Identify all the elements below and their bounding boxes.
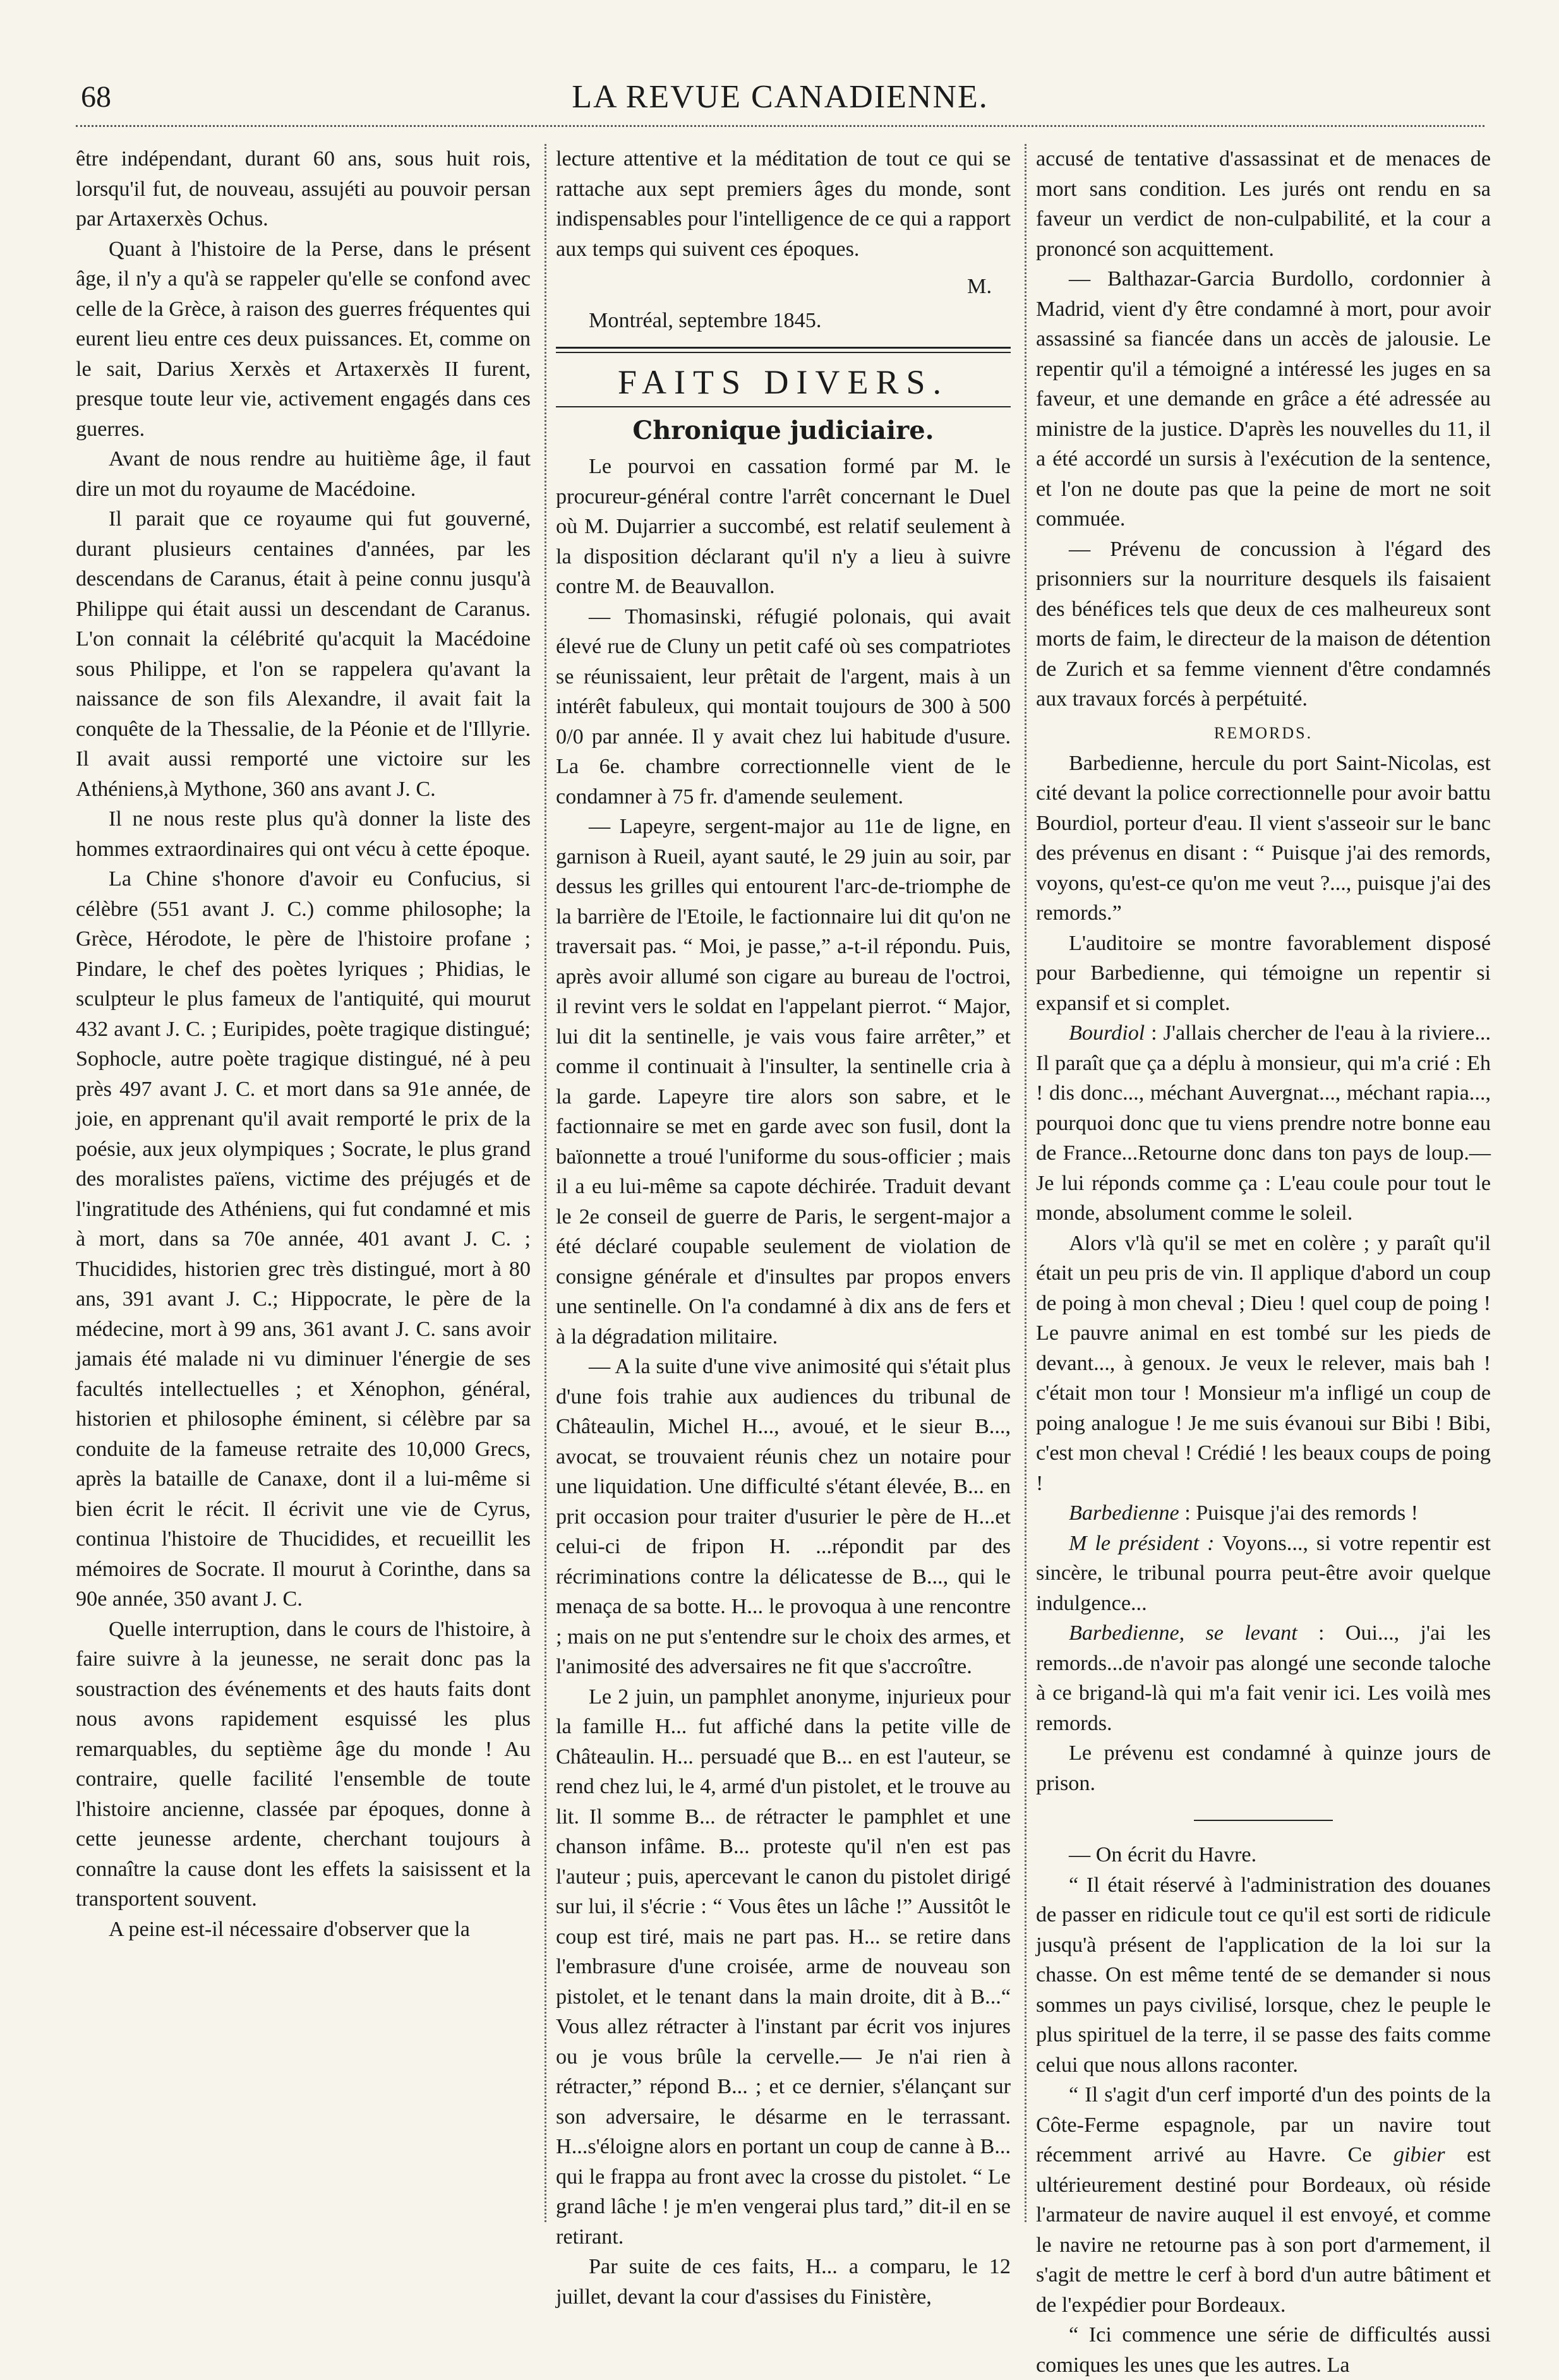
paragraph: — A la suite d'une vive animosité qui s'était plus d'une fois trahie aux audiences du tribunal de Châteaulin, Michel H..., avoué, et le sieur B..., avocat, se trouvaient réunis chez un notaire pour une liquidation. Une difficulté s'étant élevée, B... en prit occasion pour traiter d'usurier le père de H...et celui-ci de fripon H. ...répondit par des récriminations contre la délicatesse de B..., qui le menaça de sa botte. H... le provoqua à une rencontre ; mais on ne put s'entendre sur le choix des armes, et l'animosité des adversaires ne fit que s'accroître. — [556, 1355, 1011, 1678]
article-separator — [1194, 1820, 1333, 1821]
paragraph — [1036, 2080, 1491, 2320]
italic-word: gibier — [1393, 2143, 1445, 2167]
section-underline — [556, 406, 1011, 407]
paragraph: Barbedienne, hercule du port Saint-Nicolas, est cité devant la police correctionnelle pour avoir battu Bourdiol, porteur d'eau. Il vient s'asseoir sur le banc des prévenus en disant : “ Puisque j'ai des remords, voyons, qu'est-ce qu'on me veut ?..., puisque j'ai des remords.” — [1036, 751, 1491, 925]
paragraph: La Chine s'honore d'avoir eu Confucius, si célèbre (551 avant J. C.) comme philosophe; la Grèce, Hérodote, le père de l'histoire profane ; Pindare, le chef des poètes lyriques ; Phidias, le sculpteur le plus fameux de l'antiquité, qui mourut 432 avant J. C. ; Euripides, poète tragique distingué; Sophocle, autre poète tragique distingué, né à peu près 497 avant J. C. et mort dans sa 91e année, de joie, en apprenant qu'il avait remporté le prix de la poésie, aux jeux olympiques ; Socrate, le plus grand des moralistes païens, victime des préjugés et de l'ingratitude des Athéniens, qui fut condamné et mis à mort, dans sa 70e année, 401 avant J. C. ; Thucidides, historien grec très distingué, mort à 80 ans, 391 avant J. C.; Hippocrate, le père de la médecine, mort à 99 ans, 361 avant J. C. sans avoir jamais été malade ni vu diminuer l'énergie de ses facultés intellectuelles ; et Xénophon, général, historien et philosophe éminent, si célèbre par sa conduite de la fameuse retraite des 10,000 Grecs, après la bataille de Canaxe, dont il a lui-même si bien écrit le récit. Il écrivit une vie de Cyrus, continua l'histoire de Thucidides, et recueillit les mémoires de Socrate. Il mourut à Corinthe, dans sa 90e année, 350 avant J. C. — [76, 867, 531, 1611]
paragraph: être indépendant, durant 60 ans, sous huit rois, lorsqu'il fut, de nouveau, assujéti au pouvoir persan par Artaxerxès Ochus. — [76, 147, 531, 231]
paragraph: — Thomasinski, réfugié polonais, qui avait élevé rue de Cluny un petit café où ses compatriotes se réunissaient, leur prêtait de l'argent, mais à un intérêt fabuleux, qui montait toujours de 300 à 500 0/0 par année. Il y avait chez lui habitude d'usure. La 6e. chambre correctionnelle vient de le condamner à 75 fr. d'amende seulement. — [556, 604, 1011, 808]
paragraph: Quelle interruption, dans le cours de l'histoire, à faire suivre à la jeunesse, ne serait donc pas la soustraction des événements et des hauts faits dont nous avons rapidement esquissé les plus remarquables, du septième âge du monde ! Au contraire, quelle facilité l'ensemble de toute l'histoire ancienne, classée par époques, donne à cette jeunesse ardente, cherchant toujours à connaître la cause dont les effets la saisissent et la transportent souvent. — [76, 1617, 531, 1911]
paragraph: Il parait que ce royaume qui fut gouverné, durant plusieurs centaines d'années, par les descendans de Caranus, était à peine connu jusqu'à Philippe qui était aussi un descendant de Caranus. L'on connait la célébrité qu'acquit la Macédoine sous Philippe, et l'on se rappelera qu'avant la naissance de son fils Alexandre, il avait fait la conquête de la Thessalie, de la Péonie et de l'Illyrie. Il avait aussi remporté une victoire sur les Athéniens,à Mythone, 360 ans avant J. C. — [76, 507, 531, 801]
speaker-name: M le président : — [1069, 1531, 1215, 1555]
paragraph: — On écrit du Havre. — [1069, 1843, 1257, 1866]
speaker-name: Barbedienne, se levant — [1069, 1621, 1297, 1645]
dialogue-text: : J'allais chercher de l'eau à la riviere... Il paraît que ça a déplu à monsieur, qui m'a crié : Eh ! dis donc..., méchant Auvergnat..., méchant rapia..., pourquoi donc que tu viens prendre notre bonne eau de France...Retourne donc dans ton pays de loup.—Je lui réponds comme ça : L'eau coule pour tout le monde, absolument comme le soleil. — [1036, 1021, 1491, 1225]
paragraph: “ Ici commence une série de difficultés aussi comiques les unes que les autres. La — [1036, 2323, 1491, 2377]
page-number: 68 — [81, 80, 111, 114]
column-1 — [76, 144, 531, 2222]
paragraph: “ Il était réservé à l'administration des douanes de passer en ridicule tout ce qu'il est sorti de ridicule jusqu'à présent de l'application de la loi sur la chasse. On est même tenté de se demander si nous sommes un pays civilisé, lorsque, chez le peuple le plus spirituel de la terre, il se passe des faits comme celui que nous allons raconter. — [1036, 1873, 1491, 2077]
dialogue-text: Voyons..., si votre repentir est sincère, le tribunal pourra peut-être avoir quelque indulgence... — [1036, 1531, 1491, 1615]
paragraph: Par suite de ces faits, H... a comparu, le 12 juillet, devant la cour d'assises du Finistère, — [556, 2255, 1011, 2309]
column-divider — [545, 144, 546, 2222]
paragraph: Avant de nous rendre au huitième âge, il faut dire un mot du royaume de Macédoine. — [76, 447, 531, 501]
column-divider — [1025, 144, 1026, 2222]
paragraph: L'auditoire se montre favorablement disposé pour Barbedienne, qui témoigne un repentir si expansif et si complet. — [1036, 931, 1491, 1015]
paragraph: — Prévenu de concussion à l'égard des prisonniers sur la nourriture desquels ils faisaient des bénéfices tels que deux de ces malheureux sont morts de faim, le directeur de la maison de détention de Zurich et sa femme viennent d'être condamnés aux travaux forcés à perpétuité. — [1036, 537, 1491, 711]
paragraph: Le pourvoi en cassation formé par M. le procureur-général contre l'arrêt concernant le Duel où M. Dujarrier a succombé, est relatif seulement à la disposition déclarant qu'il n'y a lieu à suivre contre M. de Beauvallon. — [556, 455, 1011, 598]
text-run: est ultérieurement destiné pour Bordeaux, où réside l'armateur de navire auquel il est envoyé, et comme le navire ne retourne pas à son port d'armement, il s'agit de mettre le cerf à bord d'un autre bâtiment et de l'expédier pour Bordeaux. — [1036, 2143, 1491, 2317]
paragraph: — Lapeyre, sergent-major au 11e de ligne, en garnison à Rueil, ayant sauté, le 29 juin au soir, par dessus les grilles qui entourent l'arc-de-triomphe de la barrière de l'Etoile, le factionnaire lui dit qu'on ne traversait pas. “ Moi, je passe,” a-t-il répondu. Puis, après avoir allumé son cigare au bureau de l'octroi, il revint vers le soldat en l'appelant pierrot. “ Major, lui dit la sentinelle, je vais vous faire arrêter,” et comme il continuait à l'insulter, la sentinelle cria à la garde. Lapeyre tire alors son sabre, et le factionnaire se met en garde avec son fusil, dont la baïonnette a troué l'uniforme du sous-officier ; mais il a eu lui-même sa capote déchirée. Traduit devant le 2e conseil de guerre de Paris, le sergent-major a été déclaré coupable seulement de violation de consigne générale et d'insultes par propos envers une sentinelle. On l'a condamné à dix ans de fers et à la dégradation militaire. — [556, 815, 1011, 1349]
speaker-name: Bourdiol — [1069, 1021, 1145, 1045]
text-run: “ Il s'agit d'un cerf importé d'un des points de la Côte-Ferme espagnole, par un navire tout récemment arrivé au Havre. Ce — [1036, 2083, 1491, 2167]
subsection-title: Chronique judiciaire. — [632, 416, 934, 445]
paragraph: accusé de tentative d'assassinat et de menaces de mort sans condition. Les jurés ont rendu en sa faveur un verdict de non-culpabilité, et la cour a prononcé son acquittement. — [1036, 147, 1491, 261]
paragraph: Le 2 juin, un pamphlet anonyme, injurieux pour la famille H... fut affiché dans la petite ville de Châteaulin. H... persuadé que B... en est l'auteur, se rend chez lui, le 4, armé d'un pistolet, et le trouve au lit. Il somme B... de rétracter le pamphlet et une chanson infâme. B... proteste qu'il n'en est pas l'auteur ; puis, apercevant le canon du pistolet dirigé sur lui, il s'écrie : “ Vous êtes un lâche !” Aussitôt le coup est tiré, mais ne part pas. H... se retire dans l'embrasure d'une croisée, arme de nouveau son pistolet, et le tenant dans la main droite, dit à B...“ Vous allez rétracter à l'instant par écrit vos injures ou je vous brûle la cervelle.— Je n'ai rien à rétracter,” répond B... ; et ce dernier, s'élançant sur son adversaire, le désarme en le terrassant. H...s'éloigne alors en portant un coup de canne à B... qui le frappa au front avec la crosse du pistolet. “ Le grand lâche ! je m'en vengerai plus tard,” dit-il en se retirant. — [556, 1685, 1011, 2249]
dateline: Montréal, septembre 1845. — [589, 308, 822, 332]
column-2 — [556, 144, 1011, 2309]
running-title: LA REVUE CANADIENNE. — [572, 79, 989, 115]
author-signature: M. — [967, 275, 992, 298]
dialogue-paragraph — [1036, 1618, 1491, 1738]
paragraph: Alors v'là qu'il se met en colère ; y paraît qu'il était un peu pris de vin. Il applique d'abord un coup de poing à mon cheval ; Dieu ! quel coup de poing ! Le pauvre animal en est tombé sur les pieds de devant..., à genoux. Je veux le relever, mais bah ! c'était mon tour ! Monsieur m'a infligé un coup de poing analogue ! Je me suis évanoui sur Bibi ! Bibi, c'est mon cheval ! Crédié ! les beaux coups de poing ! — [1036, 1231, 1491, 1495]
dialogue-paragraph — [1036, 1018, 1491, 1229]
column-3 — [1036, 144, 1491, 2377]
section-rule — [556, 347, 1011, 353]
paragraph: — Balthazar-Garcia Burdollo, cordonnier à Madrid, vient d'y être condamné à mort, pour avoir assassiné sa fiancée dans un accès de jalousie. Le repentir qu'il a témoigné a intéressé les juges en sa faveur, et une demande en grâce a été adressée au ministre de la justice. D'après les nouvelles du 11, il a été accordé un sursis à l'exécution de la sentence, et l'on ne doute pas que la peine de mort ne soit commuée. — [1036, 267, 1491, 531]
paragraph: Le prévenu est condamné à quinze jours de prison. — [1036, 1741, 1491, 1795]
dialogue-paragraph — [1036, 1529, 1491, 1619]
paragraph: Il ne nous reste plus qu'à donner la liste des hommes extraordinaires qui ont vécu à cette époque. — [76, 807, 531, 861]
paragraph: A peine est-il nécessaire d'observer que la — [109, 1917, 470, 1941]
dialogue-text: : Puisque j'ai des remords ! — [1179, 1501, 1419, 1525]
paragraph: lecture attentive et la méditation de tout ce qui se rattache aux sept premiers âges du monde, sont indispensables pour l'intelligence de ce qui a rapport aux temps qui suivent ces époques. — [556, 147, 1011, 261]
dialogue-text: : Oui..., j'ai les remords...de n'avoir pas alongé une seconde taloche à ce brigand-là qui m'a fait venir ici. Les voilà mes remords. — [1036, 1621, 1491, 1735]
page-header — [76, 76, 1484, 124]
header-rule — [76, 125, 1484, 127]
speaker-name: Barbedienne — [1069, 1501, 1179, 1525]
article-title-remords: REMORDS. — [1213, 723, 1313, 742]
dialogue-paragraph — [1036, 1498, 1491, 1529]
section-title: FAITS DIVERS. — [617, 363, 949, 401]
paragraph: Quant à l'histoire de la Perse, dans le présent âge, il n'y a qu'à se rappeler qu'elle se confond avec celle de la Grèce, à raison des guerres fréquentes qui eurent lieu entre ces deux puissances. Et, comme on le sait, Darius Xerxès et Artaxerxès II furent, presque toute leur vie, activement engagés dans ces guerres. — [76, 237, 531, 441]
